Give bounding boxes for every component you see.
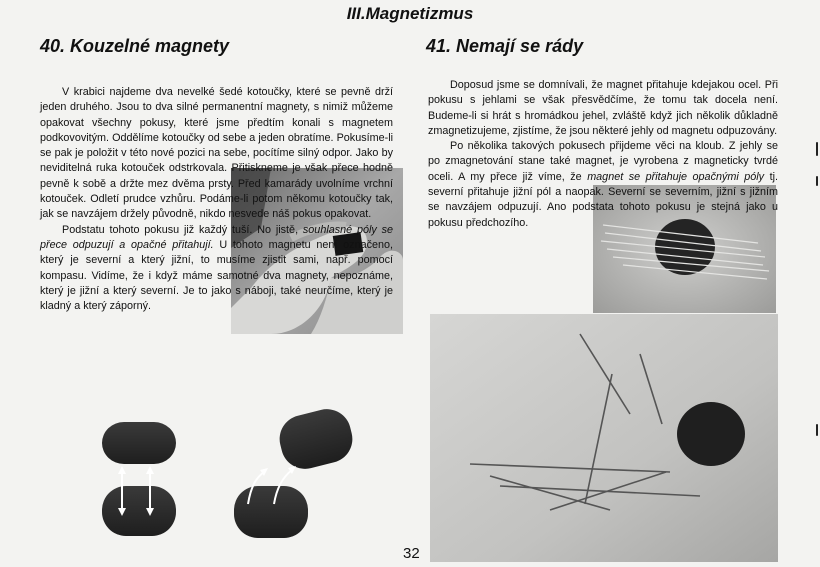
chapter-title: III.Magnetizmus (346, 4, 474, 23)
left-italic-phrase: souhlasné póly se přece odpuzují a opačné přitahují. (40, 223, 393, 251)
right-paragraph-1: Doposud jsme se domnívali, že magnet přitahuje kdejakou ocel. Při pokusu s jehlami se však přesvědčíme, že tomu tak docela není. Budeme-li si hrát s hromádkou jehel, zvláště když jich několik důkladně zmagnetizujeme, zjistíme, že jsou některé jehly od magnetu odpuzovány. (428, 79, 778, 137)
magnet-discs-drawing (96, 408, 396, 548)
scan-mark (816, 424, 818, 436)
left-paragraph-2: Podstatu tohoto pokusu již každý tuší. No jistě, souhlasné póly se přece odpuzují a opačné přitahují. U tohoto magnetu není označeno, který je severní a který jižní, to musíme zjistit sami, např. pomocí kompasu. Vidíme, že i když máme samotné dva magnety, nepoznáme, který je jižní a který severní. Je to jako s náboji, také neurčíme, který je kladný a který záporný. (40, 223, 393, 313)
scan-mark (816, 176, 818, 186)
left-section-title: 40. Kouzelné magnety (40, 36, 230, 56)
right-section-title: 41. Nemají se rády (426, 36, 584, 56)
page-number: 32 (403, 545, 420, 562)
scan-mark (816, 142, 818, 156)
right-italic-phrase: magnet se přitahuje opačnými póly (587, 170, 765, 183)
left-paragraph-1: V krabici najdeme dva nevelké šedé kotoučky, které se pevně drží jeden druhého. Jsou to dva silné permanentní magnety, s nimiž můžeme opakovat všechny pokusy, které jsme předtím konali s magnetem podkovovitým. Oddělíme kotoučky od sebe a jeden obratíme. Pokusíme-li se pak je položit v této nové pozici na sebe, pocítíme silný odpor. Jako by neviditelná ruka kotouček odstrkovala. Přitiskneme je však přece hodně pevně k sobě a držte mez dvěma prsty. Před kamarády uvolníme vrchní kotouček. Odletí prudce vzhůru. Podáme-li potom někomu kotoučky tak, jak se navzájem držely původně, nikdo nesvede náš pokus opakovat. (40, 86, 393, 221)
right-paragraph-2: Po několika takových pokusech přijdeme věci na kloub. Z jehly se po zmagnetování stane také magnet, je vyrobena z magneticky tvrdé oceli. A my přece již víme, že magnet se přitahuje opačnými póly tj. severní přitahuje jižní pól a naopak. Severní se severním, jižní s jižním se navzájem odpuzují. Ano podstata tohoto pokusu je stejná jako u pokusu předchozího. (428, 140, 778, 229)
scattered-needles-photo (430, 314, 778, 562)
